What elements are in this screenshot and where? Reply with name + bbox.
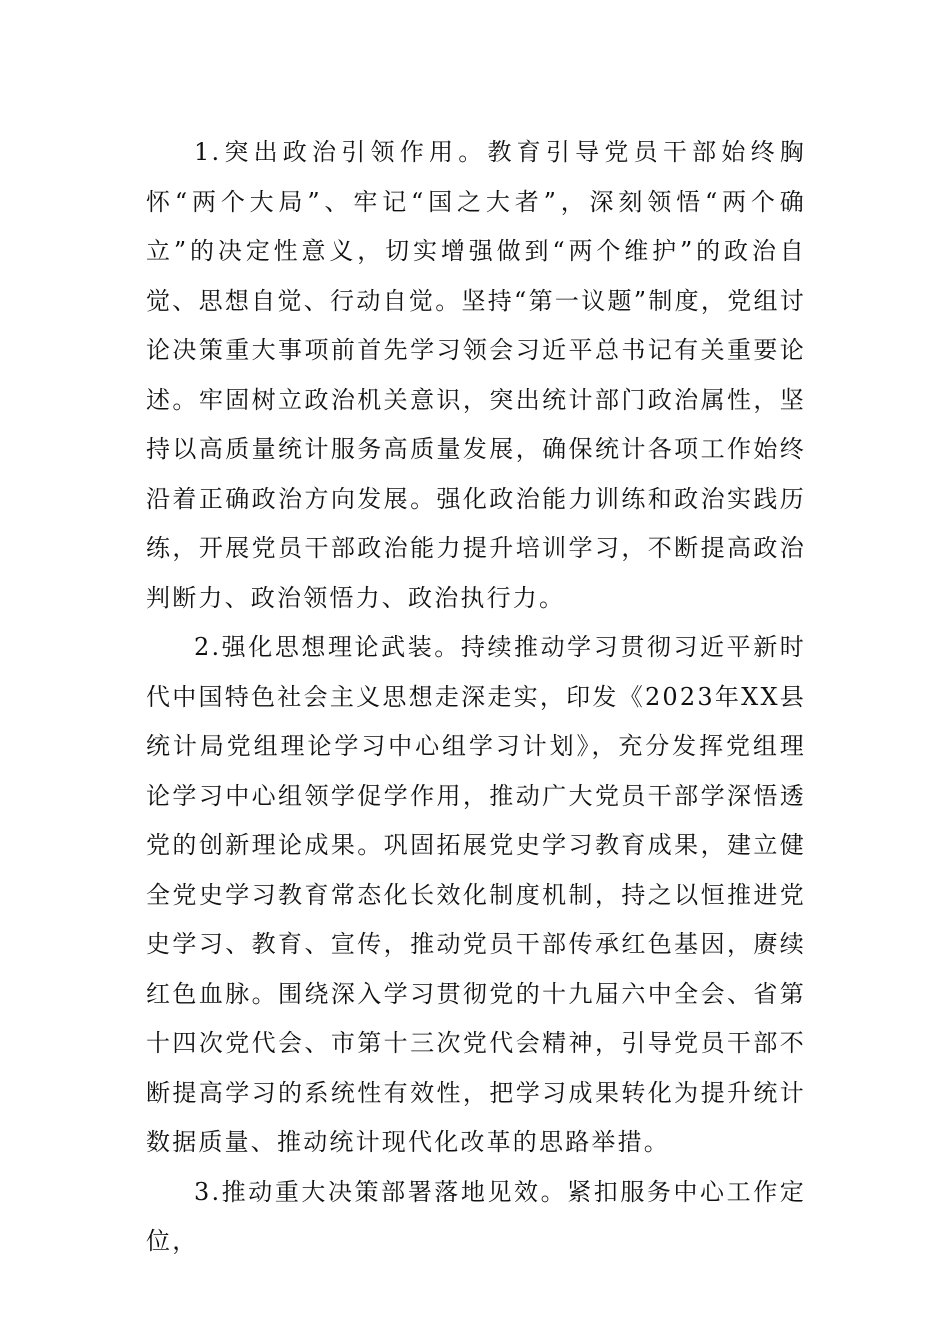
paragraph-political-leadership: 1.突出政治引领作用。教育引导党员干部始终胸怀“两个大局”、牢记“国之大者”，深刻领悟“两个确立”的决定性意义，切实增强做到“两个维护”的政治自觉、思想自觉、行动自觉。坚持“第一议题”制度，党组讨论决策重大事项前首先学习领会习近平总书记有关重要论述。牢固树立政治机关意识，突出统计部门政治属性，坚持以高质量统计服务高质量发展，确保统计各项工作始终沿着正确政治方向发展。强化政治能力训练和政治实践历练，开展党员干部政治能力提升培训学习，不断提高政治判断力、政治领悟力、政治执行力。 (146, 138, 806, 612)
document-body (146, 128, 806, 1267)
paragraph-theory-study: 2.强化思想理论武装。持续推动学习贯彻习近平新时代中国特色社会主义思想走深走实，印发《2023年XX县统计局党组理论学习中心组学习计划》，充分发挥党组理论学习中心组领学促学作用，推动广大党员干部学深悟透党的创新理论成果。巩固拓展党史学习教育成果，建立健全党史学习教育常态化长效化制度机制，持之以恒推进党史学习、教育、宣传，推动党员干部传承红色基因，赓续红色血脉。围绕深入学习贯彻党的十九届六中全会、省第十四次党代会、市第十三次党代会精神，引导党员干部不断提高学习的系统性有效性，把学习成果转化为提升统计数据质量、推动统计现代化改革的思路举措。 (146, 633, 806, 1156)
paragraph-decision-implementation: 3.推动重大决策部署落地见效。紧扣服务中心工作定位， (146, 1177, 806, 1255)
